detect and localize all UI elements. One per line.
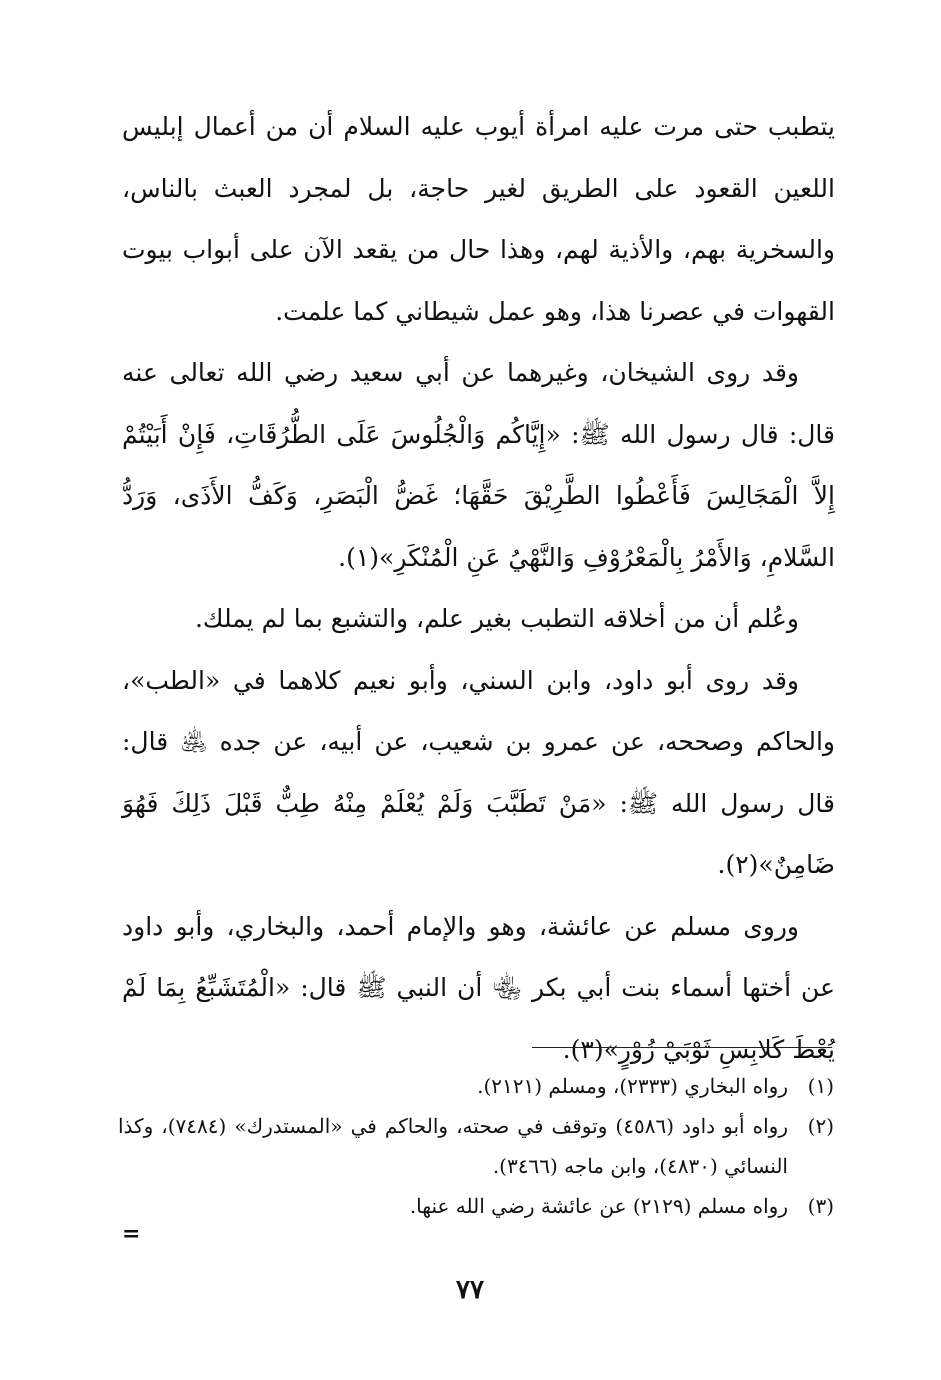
paragraph-1: يتطبب حتى مرت عليه امرأة أيوب عليه السلام أن من أعمال إبليس اللعين القعود على الطريق لغير حاجة، بل لمجرد العبث بالناس، والسخرية بهم، والأذية لهم، وهذا حال من يقعد الآن على أبواب بيوت القهوات في عصرنا هذا، وهو عمل شيطاني كما علمت.: [122, 112, 835, 326]
continuation-mark: =: [122, 1221, 141, 1247]
paragraph-3: وعُلم أن من أخلاقه التطبب بغير علم، والتشبع بما لم يملك.: [194, 604, 799, 633]
paragraph-4: وقد روى أبو داود، وابن السني، وأبو نعيم كلاهما في «الطب»، والحاكم وصححه، عن عمرو بن شعيب، عن أبيه، عن جده ﵁ قال: قال رسول الله ﷺ: «مَنْ تَطَبَّبَ وَلَمْ يُعْلَمْ مِنْهُ طِبٌّ قَبْلَ ذَلِكَ فَهُوَ ضَامِنٌ»(٢).: [122, 665, 835, 879]
footnote-text: رواه أبو داود (٤٥٨٦) وتوقف في صحته، والحاكم في «المستدرك» (٧٤٨٤)، وكذا النسائي (٤٨٣٠)، وابن ماجه (٣٤٦٦).: [118, 1114, 788, 1178]
footnote-divider: [532, 1047, 832, 1048]
paragraph-2: وقد روى الشيخان، وغيرهما عن أبي سعيد رضي الله تعالى عنه قال: قال رسول الله ﷺ: «إِيَّاكُم وَالْجُلُوسَ عَلَى الطُّرُقَاتِ، فَإِنْ أَبَيْتُمْ إِلاَّ الْمَجَالِسَ فَأَعْطُوا الطَّرِيْقَ حَقَّهَا؛ غَضُّ الْبَصَرِ، وَكَفُّ الأَذَى، وَرَدُّ السَّلامِ، وَالأَمْرُ بِالْمَعْرُوْفِ وَالنَّهْيُ عَنِ الْمُنْكَرِ»(١).: [122, 358, 835, 572]
footnote-number: (٣): [807, 1194, 834, 1218]
footnote-1: [118, 1066, 834, 1106]
footnote-3: [118, 1186, 834, 1226]
paragraph-5: وروى مسلم عن عائشة، وهو والإمام أحمد، والبخاري، وأبو داود عن أختها أسماء بنت أبي بكر ﵄ أن النبي ﷺ قال: «الْمُتَشَبِّعُ بِمَا لَمْ يُعْطَ كَلابِسِ ثَوْبَيْ زُوْرٍ»(٣).: [122, 911, 835, 1064]
main-text: [122, 96, 835, 1080]
footnote-number: (١): [807, 1074, 834, 1098]
footnote-2: [118, 1106, 834, 1186]
footnote-number: (٢): [807, 1114, 834, 1138]
footnote-text: رواه مسلم (٢١٢٩) عن عائشة رضي الله عنها.: [409, 1194, 788, 1218]
footnotes: [118, 1066, 834, 1226]
page-number: ٧٧: [456, 1275, 484, 1305]
footnote-text: رواه البخاري (٢٣٣٣)، ومسلم (٢١٢١).: [477, 1074, 788, 1098]
